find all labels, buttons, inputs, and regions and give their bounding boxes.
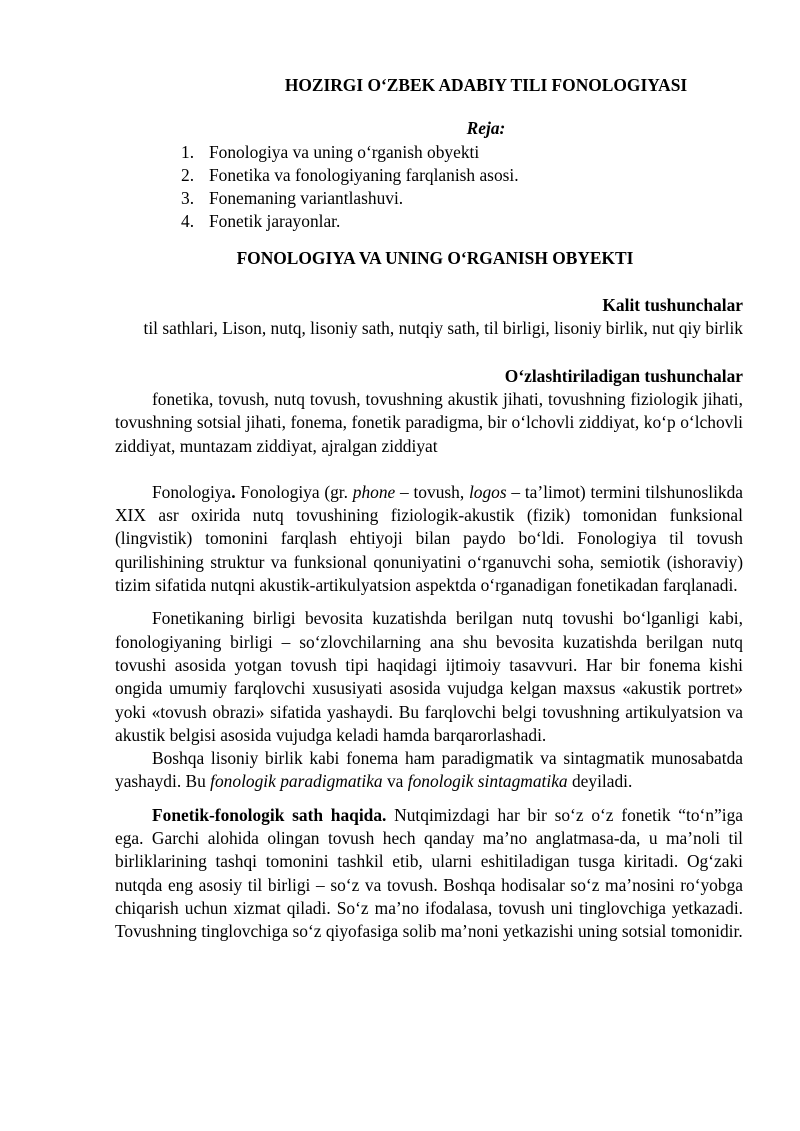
term-logos: logos: [468, 481, 507, 502]
ozlashtiriladigan-heading: O‘zlashtiriladigan tushunchalar: [504, 365, 743, 386]
list-item-text: Fonetik jarayonlar.: [209, 211, 341, 232]
list-item-text: Fonetika va fonologiyaning farqlanish asosi.: [209, 164, 519, 185]
list-item: [181, 187, 743, 210]
list-item: [181, 141, 743, 164]
list-item: [181, 210, 743, 233]
paragraph-text: – ta’limot) termini tilshunoslikda XIX asr oxirida nutq tovushining fiziologik-akustik (fizik) tomonidan funksional (lingvistik) tomonini farqlash ehtiyoji bilan paydo bo‘ldi. Fonologiya til tovush qurilishining struktur va funksional qonuniyatini o‘rganuvchi soha, semiotik (ishoraviy) tizim sifatida nutqni akustik-artikulyatsion aspektda o‘rganadigan fonetikadan farqlanadi.: [115, 481, 744, 596]
reja-list: [115, 141, 743, 234]
list-item-number: 4.: [181, 211, 195, 232]
paragraph-text: – tovush,: [395, 481, 469, 502]
paragraph-text: Fonologiya (gr.: [235, 481, 353, 502]
term-fonologik-sintagmatika: fonologik sintagmatika: [407, 771, 568, 792]
list-item: [181, 164, 743, 187]
paragraph-fonologiya: [115, 481, 743, 597]
ozlashtiriladigan-text: fonetika, tovush, nutq tovush, tovushning akustik jihati, tovushning fiziologik jihati, tovushning sotsial jihati, fonema, fonetik paradigma, bir o‘lchovli ziddiyat, ko‘p o‘lchovli ziddiyat, muntazam ziddiyat, ajralgan ziddiyat: [115, 388, 743, 456]
list-item-number: 3.: [181, 188, 195, 209]
kalit-text: til sathlari, Lison, nutq, lisoniy sath, nutqiy sath, til birligi, lisoniy birlik, nut qiy birlik: [143, 318, 743, 339]
paragraph-fonetik-fonologik: [115, 804, 743, 944]
list-item-number: 2.: [181, 164, 195, 185]
paragraph-text: va: [382, 771, 408, 792]
reja-heading: Reja:: [466, 118, 506, 139]
paragraph-text: deyiladi.: [567, 771, 633, 792]
paragraph-fonetikaning: Fonetikaning birligi bevosita kuzatishda berilgan nutq tovushi bo‘lganligi kabi, fonologiyaning birligi – so‘zlovchilarning ana shu bevosita kuzatishda berilgan nutq tovushi asosida yotgan tovush tipi haqidagi ijtimoiy tasavvuri. Har bir fonema kishi ongida umumiy farqlovchi xususiyati asosida vujudga kelgan maxsus «akustik portret» yoki «tovush obrazi» sifatida yashaydi. Bu farqlovchi belgi tovushning artikulyatsion va akustik belgisi asosida vujudga keladi hamda barqarorlashadi.: [115, 608, 743, 745]
lead-period: .: [231, 481, 236, 502]
paragraph-lead: Fonologiya: [152, 481, 232, 502]
paragraph-boshqa: [115, 747, 743, 794]
paragraph-lead: Fonetik-fonologik sath haqida.: [152, 804, 387, 825]
document-title: HOZIRGI O‘ZBEK ADABIY TILI FONOLOGIYASI: [284, 75, 688, 95]
term-fonologik-paradigmatika: fonologik paradigmatika: [210, 771, 383, 792]
list-item-text: Fonemaning variantlashuvi.: [209, 188, 404, 209]
kalit-heading: Kalit tushunchalar: [602, 295, 743, 316]
paragraph-text: Boshqa lisoniy birlik kabi fonema ham paradigmatik va sintagmatik munosabatda yashaydi. Bu: [115, 748, 743, 792]
list-item-number: 1.: [181, 141, 195, 162]
section-title: FONOLOGIYA VA UNING O‘RGANISH OBYEKTI: [236, 247, 634, 268]
paragraph-text: Nutqimizdagi har bir so‘z o‘z fonetik “to‘n”iga ega. Garchi alohida olingan tovush hech qanday ma’no anglatmasa-da, u ma’noli til birliklarining tashqi tomonini tashkil etib, ularni eshitiladigan tusga kiritadi. Og‘zaki nutqda eng asosiy til birligi – so‘z va tovush. Boshqa hodisalar so‘z ma’nosini ro‘yobga chiqarish uchun xizmat qiladi. So‘z ma’no ifodalasa, tovush uni tinglovchiga yetkazadi. Tovushning tinglovchiga so‘z qiyofasiga solib ma’noni yetkazishi uning sotsial tomonidir.: [115, 804, 743, 942]
term-phone: phone: [352, 481, 396, 502]
list-item-text: Fonologiya va uning o‘rganish obyekti: [209, 141, 480, 162]
